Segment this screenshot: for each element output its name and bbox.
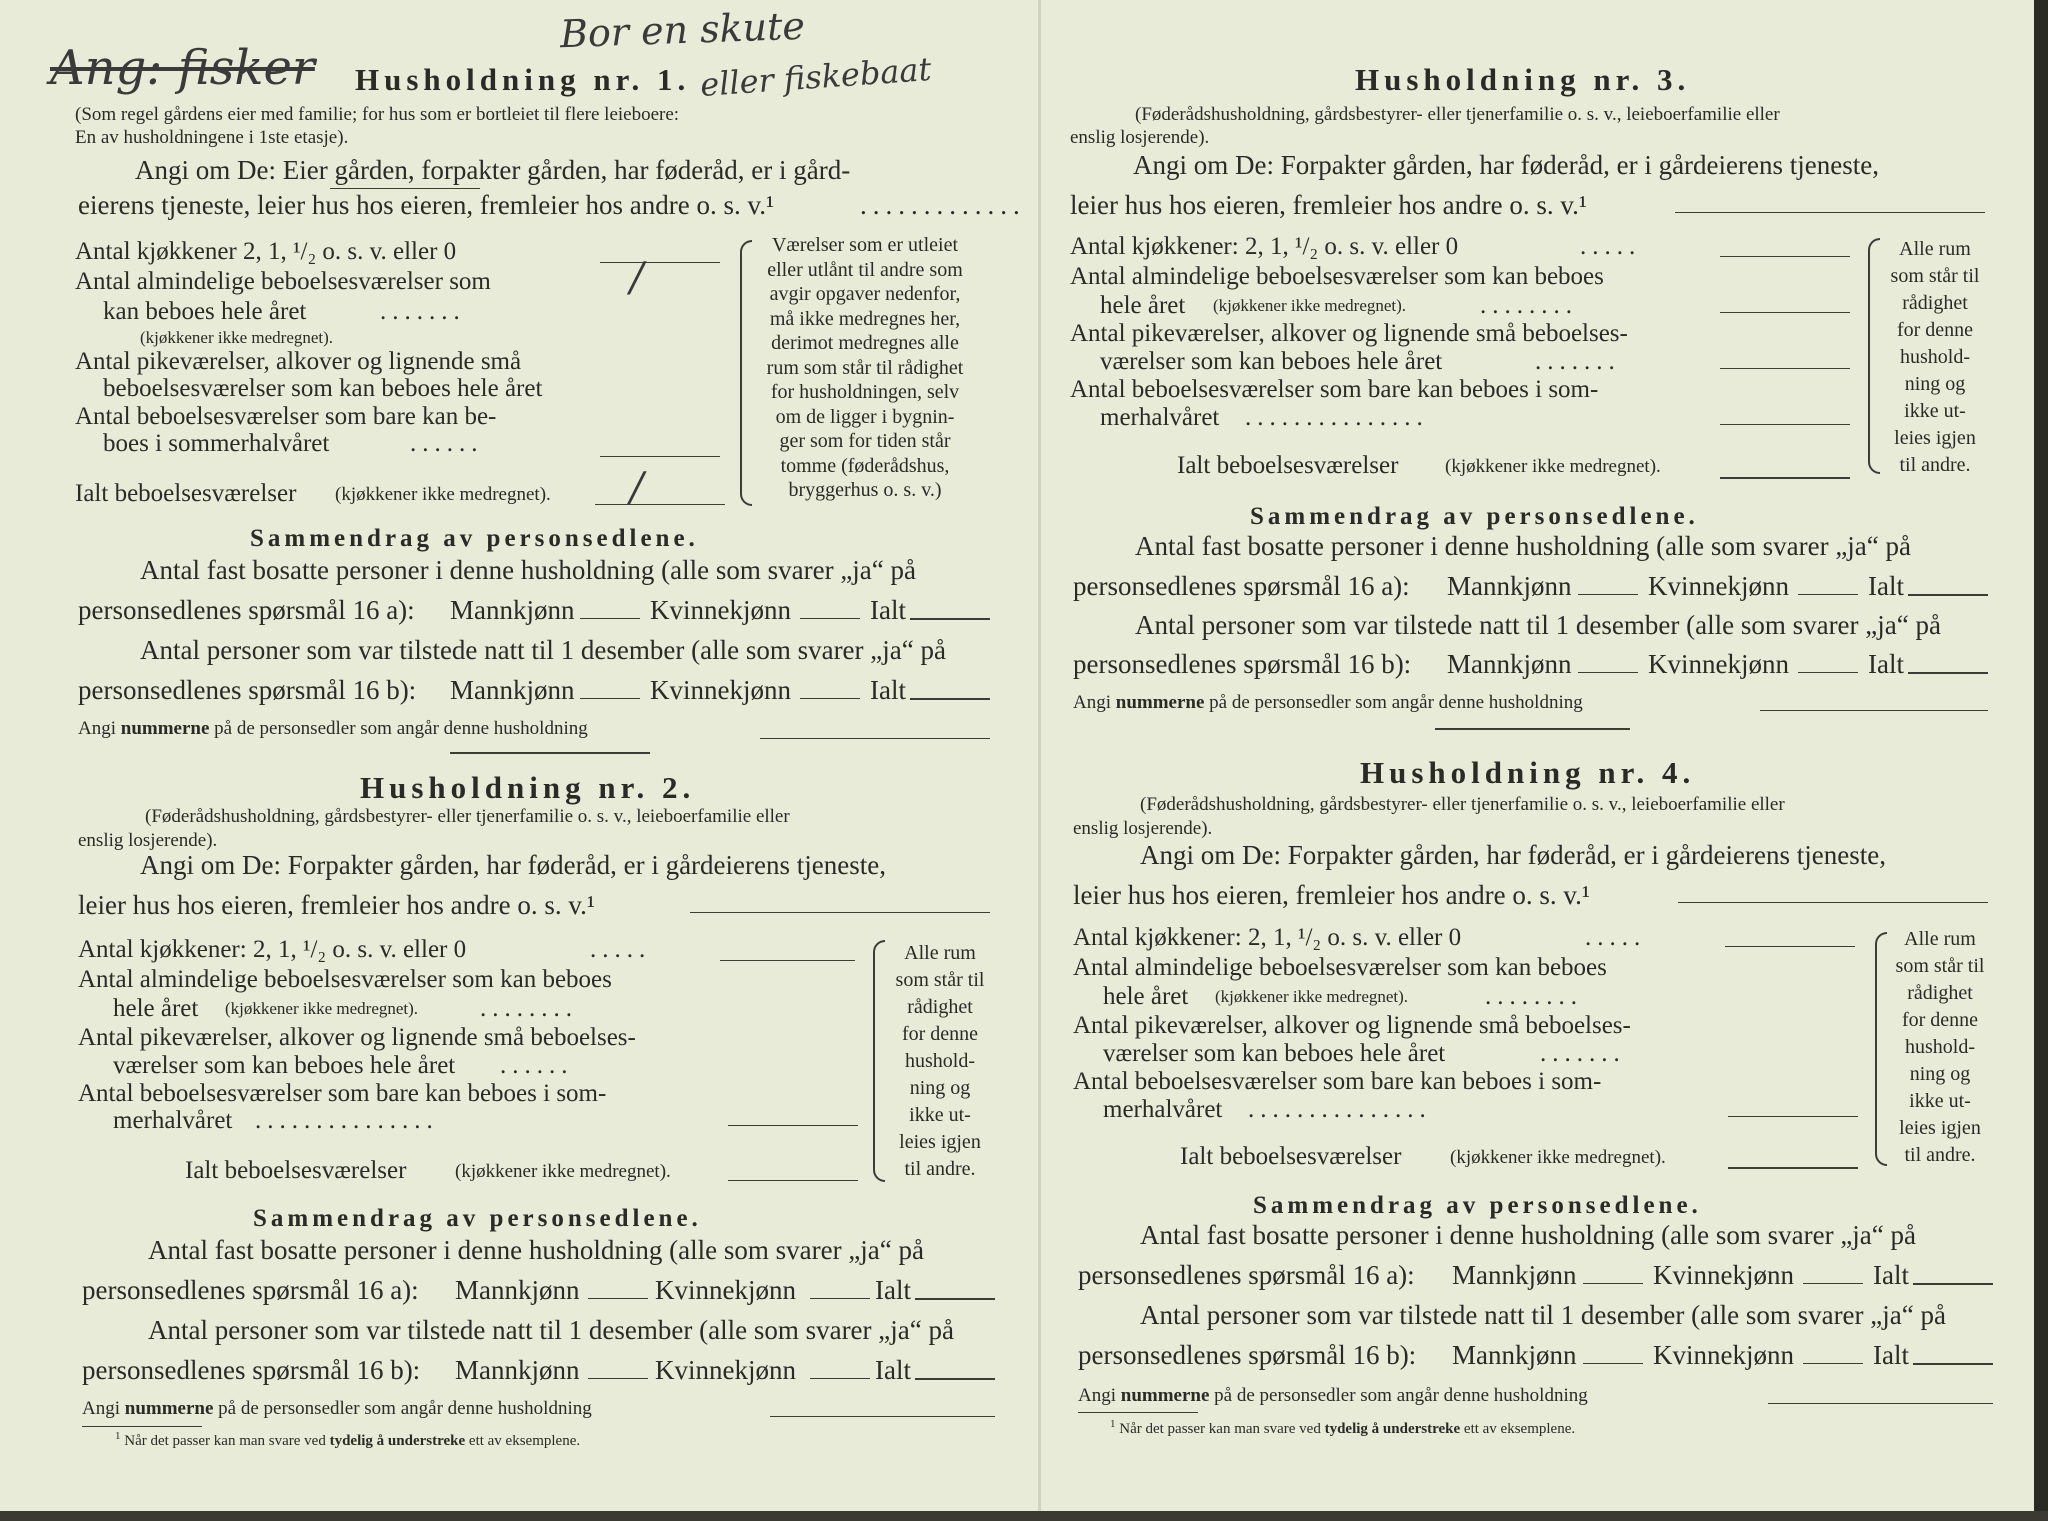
hh4-angi-nummer <box>1078 1385 1588 1407</box>
hh2-angi-nummer-post: på de personsedler som angår denne husholdning <box>218 1398 592 1419</box>
hh3-note-line: ikke ut- <box>1904 400 1966 422</box>
hh1-som-line1: Antal beboelsesværelser som bare kan be- <box>75 403 497 430</box>
hh1-intro-line2: En av husholdningene i 1ste etasje). <box>75 127 349 148</box>
hh2-natt-kvinne: Kvinnekjønn <box>655 1355 796 1385</box>
hh1-ialt-label: Ialt beboelsesværelser <box>75 480 297 507</box>
hh3-fast-mann-field <box>1578 594 1638 595</box>
hh2-alm-line3: (kjøkkener ikke medregnet). <box>225 999 419 1018</box>
hh3-angi-field <box>1675 212 1985 213</box>
handwritten-note-suffix: eller fiskebaat <box>698 49 933 105</box>
hh4-note-line: ikke ut- <box>1909 1090 1971 1112</box>
hh2-alm-dots: ........ <box>480 995 578 1022</box>
hh3-fast-line2: personsedlenes spørsmål 16 a): <box>1073 571 1410 601</box>
hh2-note-line: rådighet <box>907 996 973 1018</box>
hh4-note-line: leies igjen <box>1899 1117 1981 1139</box>
hh1-note-line: for husholdningen, selv <box>770 381 960 403</box>
hh1-angi-nummer-field <box>760 738 990 739</box>
hh4-angi-nummer-pre: Angi <box>1078 1385 1116 1406</box>
hh2-som-line1: Antal beboelsesværelser som bare kan beboes i som- <box>78 1080 607 1107</box>
hh4-intro-line2: enslig losjerende). <box>1073 818 1213 839</box>
hh2-side-note <box>880 940 1000 1183</box>
hh4-note-line: rådighet <box>1907 982 1973 1004</box>
hh3-natt-kvinne: Kvinnekjønn <box>1648 649 1789 679</box>
hh4-som-dots: ............... <box>1248 1096 1432 1123</box>
hh4-intro-line1: (Føderådshusholdning, gårdsbestyrer- eller tjenerfamilie o. s. v., leieboerfamilie eller <box>1140 794 1785 815</box>
hh1-natt-mann-field <box>580 698 640 699</box>
hh2-som-dots: ............... <box>255 1107 439 1134</box>
hh1-natt-kvinne: Kvinnekjønn <box>650 675 791 705</box>
hh3-pike-line1: Antal pikeværelser, alkover og lignende små beboelses- <box>1070 320 1628 347</box>
footnote-bold: tydelig å understreke <box>329 1433 466 1449</box>
hh4-fast-ialt-field <box>1913 1283 1993 1285</box>
hh3-pike-line2: værelser som kan beboes hele året <box>1100 348 1443 375</box>
hh3-angi-nummer-post: på de personsedler som angår denne husholdning <box>1209 692 1583 713</box>
hh3-intro-line1: (Føderådshusholdning, gårdsbestyrer- eller tjenerfamilie o. s. v., leieboerfamilie eller <box>1135 104 1780 125</box>
hh3-som-field <box>1720 424 1850 425</box>
hh3-ialt-field <box>1720 477 1850 479</box>
hh1-fast-ialt: Ialt <box>870 595 906 625</box>
hh4-note-line: ning og <box>1909 1063 1971 1085</box>
hh3-fast-ialt: Ialt <box>1868 571 1904 601</box>
hh4-note-line: som står til <box>1895 955 1985 977</box>
hh4-ialt-field <box>1728 1167 1858 1169</box>
hh2-note-line: for denne <box>901 1023 979 1045</box>
hh3-side-note <box>1875 236 1995 479</box>
hh3-intro-line2: enslig losjerende). <box>1070 127 1210 148</box>
hh1-note-line: derimot medregnes alle <box>771 332 959 354</box>
hh1-ialt-field <box>595 504 725 505</box>
footnote-left <box>115 1430 580 1450</box>
hh1-intro-line1: (Som regel gårdens eier med familie; for hus som er bortleiet til flere leieboere: <box>75 104 680 125</box>
hh4-alm-dots: ........ <box>1485 983 1583 1010</box>
hh2-angi-nummer-bold: nummerne <box>124 1398 214 1419</box>
hh2-angi-nummer-field <box>770 1416 995 1417</box>
hh4-natt-ialt-field <box>1913 1363 1993 1365</box>
hh4-fast-line2: personsedlenes spørsmål 16 a): <box>1078 1260 1415 1290</box>
hh4-kjokken-field <box>1725 946 1855 947</box>
hh4-kjokken-dots: ..... <box>1585 924 1647 951</box>
hh1-alm-line3: (kjøkkener ikke medregnet). <box>140 328 334 347</box>
hh1-angi-nummer-bold: nummerne <box>120 718 210 739</box>
hh3-note-line: rådighet <box>1902 292 1968 314</box>
hh4-title: Husholdning nr. 4. <box>1360 755 1696 790</box>
hh1-natt-kvinne-field <box>800 698 860 699</box>
hh1-alm-line1: Antal almindelige beboelsesværelser som <box>75 268 491 295</box>
hh1-angi-nummer <box>78 718 588 740</box>
hh3-alm-line1: Antal almindelige beboelsesværelser som kan beboes <box>1070 263 1604 290</box>
hh1-angi-line1: Angi om De: Eier gården, forpakter gården, har føderåd, er i gård- <box>135 155 851 185</box>
footnote-pre: Når det passer kan man svare ved <box>124 1433 326 1449</box>
hh1-natt-mann: Mannkjønn <box>450 675 575 705</box>
hh2-ialt-field <box>728 1180 858 1181</box>
hh3-alm-line2: hele året <box>1100 292 1186 319</box>
hh2-natt-mann: Mannkjønn <box>455 1355 580 1385</box>
hh2-alm-line2: hele året <box>113 995 199 1022</box>
hh2-kjokken-field <box>720 960 855 961</box>
hh1-fast-line2: personsedlenes spørsmål 16 a): <box>78 595 415 625</box>
hh3-note-line: til andre. <box>1899 454 1971 476</box>
hh1-som-line2: boes i sommerhalvåret <box>103 430 330 457</box>
hh4-pike-line1: Antal pikeværelser, alkover og lignende små beboelses- <box>1073 1012 1631 1039</box>
hh3-alm-line3: (kjøkkener ikke medregnet). <box>1213 296 1407 315</box>
hh3-pike-dots: ....... <box>1535 348 1621 375</box>
hh3-fast-mann: Mannkjønn <box>1447 571 1572 601</box>
hh1-alm-handwritten-mark: / <box>630 255 644 301</box>
hh3-kjokken-field <box>1720 256 1850 257</box>
hh2-intro-line2: enslig losjerende). <box>78 830 218 851</box>
hh2-pike-dots: ...... <box>500 1052 574 1079</box>
hh4-natt-kvinne: Kvinnekjønn <box>1653 1340 1794 1370</box>
hh4-fast-kvinne-field <box>1803 1283 1863 1284</box>
hh4-fast-kvinne: Kvinnekjønn <box>1653 1260 1794 1290</box>
hh3-alm-dots: ........ <box>1480 292 1578 319</box>
hh2-natt-ialt-field <box>915 1378 995 1380</box>
hh1-fast-mann: Mannkjønn <box>450 595 575 625</box>
hh1-alm-line2: kan beboes hele året <box>103 298 307 325</box>
hh1-angi-dots: ............. <box>860 190 1026 220</box>
hh3-fast-line1: Antal fast bosatte personer i denne husholdning (alle som svarer „ja“ på <box>1135 531 1911 561</box>
footnote-pre: Når det passer kan man svare ved <box>1119 1421 1321 1437</box>
hh3-divider <box>1435 728 1630 730</box>
hh1-fast-ialt-field <box>910 618 990 620</box>
hh2-alm-line1: Antal almindelige beboelsesværelser som kan beboes <box>78 966 612 993</box>
hh3-natt-ialt-field <box>1908 672 1988 674</box>
hh2-fast-mann: Mannkjønn <box>455 1275 580 1305</box>
hh2-note-line: som står til <box>895 969 985 991</box>
hh1-pike-line2: beboelsesværelser som kan beboes hele året <box>103 375 543 402</box>
hh4-angi-nummer-field <box>1768 1403 1993 1404</box>
footnote-post: ett av eksemplene. <box>1463 1421 1576 1437</box>
hh1-kjokken-field <box>600 262 720 263</box>
hh2-natt-kvinne-field <box>810 1378 870 1379</box>
hh4-natt-line1: Antal personer som var tilstede natt til 1 desember (alle som svarer „ja“ på <box>1140 1300 1946 1330</box>
hh3-note-line: ning og <box>1904 373 1966 395</box>
hh2-kjokken-dots: ..... <box>590 936 652 963</box>
footnote-bold: tydelig å understreke <box>1324 1421 1461 1437</box>
hh2-natt-ialt: Ialt <box>875 1355 911 1385</box>
hh4-natt-ialt: Ialt <box>1873 1340 1909 1370</box>
hh1-fast-mann-field <box>580 618 640 619</box>
hh4-natt-mann: Mannkjønn <box>1452 1340 1577 1370</box>
hh1-note-line: bryggerhus o. s. v.) <box>788 479 942 501</box>
hh1-ialt-note: (kjøkkener ikke medregnet). <box>335 484 551 505</box>
hh3-pike-field <box>1720 368 1850 369</box>
hh4-kjokken-label: Antal kjøkkener: 2, 1, ¹/₂ o. s. v. eller 0 <box>1073 924 1462 951</box>
hh3-angi-line2: leier hus hos eieren, fremleier hos andre o. s. v.¹ <box>1070 190 1587 220</box>
hh3-note-line: leies igjen <box>1894 427 1976 449</box>
hh2-natt-mann-field <box>588 1378 648 1379</box>
hh4-som-line1: Antal beboelsesværelser som bare kan beboes i som- <box>1073 1068 1602 1095</box>
hh4-fast-ialt: Ialt <box>1873 1260 1909 1290</box>
hh1-som-dots: ...... <box>410 430 484 457</box>
hh4-note-line: for denne <box>1901 1009 1979 1031</box>
hh3-alm-field <box>1720 312 1850 313</box>
hh2-angi-nummer-pre: Angi <box>82 1398 120 1419</box>
hh2-fast-line2: personsedlenes spørsmål 16 a): <box>82 1275 419 1305</box>
hh3-natt-mann-field <box>1578 672 1638 673</box>
hh2-angi-nummer <box>82 1398 592 1420</box>
hh4-natt-mann-field <box>1583 1363 1643 1364</box>
hh4-summary-heading: Sammendrag av personsedlene. <box>1253 1192 1702 1219</box>
hh2-note-line: til andre. <box>904 1158 976 1180</box>
hh1-note-line: tomme (føderådshus, <box>780 454 950 477</box>
hh3-angi-nummer-pre: Angi <box>1073 692 1111 713</box>
hh4-fast-mann: Mannkjønn <box>1452 1260 1577 1290</box>
hh4-side-note <box>1880 926 2000 1169</box>
hh1-note-line: om de ligger i bygnin- <box>775 405 955 428</box>
hh3-note-line: for denne <box>1896 319 1974 341</box>
hh4-note-line: hushold- <box>1905 1036 1975 1058</box>
hh1-fast-kvinne: Kvinnekjønn <box>650 595 791 625</box>
hh3-som-line2: merhalvåret <box>1100 404 1220 431</box>
hh4-alm-line1: Antal almindelige beboelsesværelser som kan beboes <box>1073 954 1607 981</box>
hh3-kjokken-dots: ..... <box>1580 233 1642 260</box>
hh1-side-note <box>740 233 990 503</box>
hh3-ialt-note: (kjøkkener ikke medregnet). <box>1445 456 1661 477</box>
footnote-right <box>1110 1418 1575 1438</box>
hh3-fast-ialt-field <box>1908 594 1988 596</box>
hh2-fast-ialt: Ialt <box>875 1275 911 1305</box>
footnote-marker: 1 <box>115 1430 121 1442</box>
hh1-note-line: rum som står til rådighet <box>766 356 964 379</box>
hh3-ialt-label: Ialt beboelsesværelser <box>1177 452 1399 479</box>
hh3-natt-line2: personsedlenes spørsmål 16 b): <box>1073 649 1412 679</box>
hh2-note-line: leies igjen <box>899 1131 981 1153</box>
hh4-ialt-label: Ialt beboelsesværelser <box>1180 1143 1402 1170</box>
hh2-fast-ialt-field <box>915 1298 995 1300</box>
hh2-pike-line1: Antal pikeværelser, alkover og lignende små beboelses- <box>78 1024 636 1051</box>
hh3-title: Husholdning nr. 3. <box>1355 62 1691 97</box>
hh3-angi-nummer-field <box>1760 710 1988 711</box>
hh3-natt-line1: Antal personer som var tilstede natt til 1 desember (alle som svarer „ja“ på <box>1135 610 1941 640</box>
hh1-note-line: må ikke medregnes her, <box>769 307 961 330</box>
hh1-natt-line1: Antal personer som var tilstede natt til 1 desember (alle som svarer „ja“ på <box>140 635 946 665</box>
hh3-natt-ialt: Ialt <box>1868 649 1904 679</box>
hh4-fast-line1: Antal fast bosatte personer i denne husholdning (alle som svarer „ja“ på <box>1140 1220 1916 1250</box>
hh1-note-line: Værelser som er utleiet <box>771 234 959 256</box>
hh3-angi-line1: Angi om De: Forpakter gården, har føderåd, er i gårdeierens tjeneste, <box>1133 150 1879 180</box>
hh3-note-line: som står til <box>1890 265 1980 287</box>
hh1-pike-line1: Antal pikeværelser, alkover og lignende små <box>75 348 522 375</box>
hh1-underline-eier <box>330 188 480 189</box>
hh1-note-line: avgir opgaver nedenfor, <box>769 283 961 305</box>
hh2-ialt-note: (kjøkkener ikke medregnet). <box>455 1161 671 1182</box>
hh4-fast-mann-field <box>1583 1283 1643 1284</box>
hh2-natt-line1: Antal personer som var tilstede natt til 1 desember (alle som svarer „ja“ på <box>148 1315 954 1345</box>
hh1-note-line: ger som for tiden står <box>779 430 951 452</box>
hh3-kjokken-label: Antal kjøkkener: 2, 1, ¹/₂ o. s. v. eller 0 <box>1070 233 1459 260</box>
hh4-alm-line3: (kjøkkener ikke medregnet). <box>1215 987 1409 1006</box>
footnote-rule-right <box>1078 1412 1198 1413</box>
hh2-angi-line2: leier hus hos eieren, fremleier hos andre o. s. v.¹ <box>78 890 595 920</box>
hh2-summary-heading: Sammendrag av personsedlene. <box>253 1205 702 1232</box>
hh3-natt-kvinne-field <box>1798 672 1858 673</box>
hh4-angi-nummer-post: på de personsedler som angår denne husholdning <box>1214 1385 1588 1406</box>
hh2-title: Husholdning nr. 2. <box>360 770 696 805</box>
hh3-natt-mann: Mannkjønn <box>1447 649 1572 679</box>
hh2-note-line: hushold- <box>905 1050 975 1072</box>
hh4-natt-line2: personsedlenes spørsmål 16 b): <box>1078 1340 1417 1370</box>
hh2-fast-kvinne-field <box>810 1298 870 1299</box>
hh1-angi-line2: eierens tjeneste, leier hus hos eieren, fremleier hos andre o. s. v.¹ <box>78 190 775 220</box>
hh3-som-line1: Antal beboelsesværelser som bare kan beboes i som- <box>1070 376 1599 403</box>
hh1-fast-line1: Antal fast bosatte personer i denne husholdning (alle som svarer „ja“ på <box>140 555 916 585</box>
footnote-marker: 1 <box>1110 1418 1116 1430</box>
hh4-angi-field <box>1678 902 1988 903</box>
hh1-fast-kvinne-field <box>800 618 860 619</box>
hh2-angi-line1: Angi om De: Forpakter gården, har føderåd, er i gårdeierens tjeneste, <box>140 850 886 880</box>
scan-edge-right <box>2034 0 2048 1521</box>
hh2-natt-line2: personsedlenes spørsmål 16 b): <box>82 1355 421 1385</box>
hh3-fast-kvinne-field <box>1798 594 1858 595</box>
footnote-post: ett av eksemplene. <box>468 1433 581 1449</box>
hh1-angi-nummer-post: på de personsedler som angår denne husholdning <box>214 718 588 739</box>
hh1-natt-ialt: Ialt <box>870 675 906 705</box>
hh1-som-field <box>600 456 720 457</box>
hh2-note-line: Alle rum <box>904 942 976 964</box>
hh3-som-dots: ............... <box>1245 404 1429 431</box>
hh2-fast-kvinne: Kvinnekjønn <box>655 1275 796 1305</box>
hh1-ialt-handwritten-mark: / <box>630 465 644 511</box>
hh2-ialt-label: Ialt beboelsesværelser <box>185 1157 407 1184</box>
hh3-summary-heading: Sammendrag av personsedlene. <box>1250 503 1699 530</box>
hh1-natt-line2: personsedlenes spørsmål 16 b): <box>78 675 417 705</box>
hh2-angi-field <box>690 912 990 913</box>
handwritten-note-top: Bor en skute <box>559 3 806 57</box>
page-fold <box>1038 0 1041 1521</box>
hh4-som-field <box>1728 1116 1858 1117</box>
hh3-fast-kvinne: Kvinnekjønn <box>1648 571 1789 601</box>
hh2-note-line: ning og <box>909 1077 971 1099</box>
hh1-natt-ialt-field <box>910 698 990 700</box>
hh2-note-line: ikke ut- <box>909 1104 971 1126</box>
hh4-angi-nummer-bold: nummerne <box>1120 1385 1210 1406</box>
hh2-intro-line1: (Føderådshusholdning, gårdsbestyrer- eller tjenerfamilie o. s. v., leieboerfamilie eller <box>145 806 790 827</box>
scan-edge-bottom <box>0 1511 2048 1521</box>
hh2-fast-mann-field <box>588 1298 648 1299</box>
hh1-note-line: eller utlånt til andre som <box>767 258 963 281</box>
hh1-divider <box>450 752 650 754</box>
hh4-note-line: Alle rum <box>1904 928 1976 950</box>
hh1-angi-nummer-pre: Angi <box>78 718 116 739</box>
hh4-angi-line2: leier hus hos eieren, fremleier hos andre o. s. v.¹ <box>1073 880 1590 910</box>
hh4-note-line: til andre. <box>1904 1144 1976 1166</box>
hh4-ialt-note: (kjøkkener ikke medregnet). <box>1450 1147 1666 1168</box>
hh3-angi-nummer-bold: nummerne <box>1115 692 1205 713</box>
hh2-kjokken-label: Antal kjøkkener: 2, 1, ¹/₂ o. s. v. eller 0 <box>78 936 467 963</box>
hh3-angi-nummer <box>1073 692 1583 714</box>
hh4-alm-line2: hele året <box>1103 983 1189 1010</box>
hh4-pike-dots: ....... <box>1540 1040 1626 1067</box>
hh1-title: Husholdning nr. 1. <box>355 62 691 97</box>
hh4-angi-line1: Angi om De: Forpakter gården, har føderåd, er i gårdeierens tjeneste, <box>1140 840 1886 870</box>
hh4-pike-line2: værelser som kan beboes hele året <box>1103 1040 1446 1067</box>
hh2-som-field <box>728 1125 858 1126</box>
hh2-pike-line2: værelser som kan beboes hele året <box>113 1052 456 1079</box>
hh1-kjokken-label: Antal kjøkkener 2, 1, ¹/₂ o. s. v. eller 0 <box>75 238 457 265</box>
hh1-alm-dots: ....... <box>380 298 466 325</box>
hh2-som-line2: merhalvåret <box>113 1107 233 1134</box>
hh1-summary-heading: Sammendrag av personsedlene. <box>250 525 699 552</box>
handwritten-struck-text: Ang: fisker <box>50 40 315 96</box>
hh4-natt-kvinne-field <box>1803 1363 1863 1364</box>
hh3-note-line: hushold- <box>1900 346 1970 368</box>
hh4-som-line2: merhalvåret <box>1103 1096 1223 1123</box>
hh2-fast-line1: Antal fast bosatte personer i denne husholdning (alle som svarer „ja“ på <box>148 1235 924 1265</box>
hh3-note-line: Alle rum <box>1899 238 1971 260</box>
footnote-rule-left <box>82 1426 202 1427</box>
